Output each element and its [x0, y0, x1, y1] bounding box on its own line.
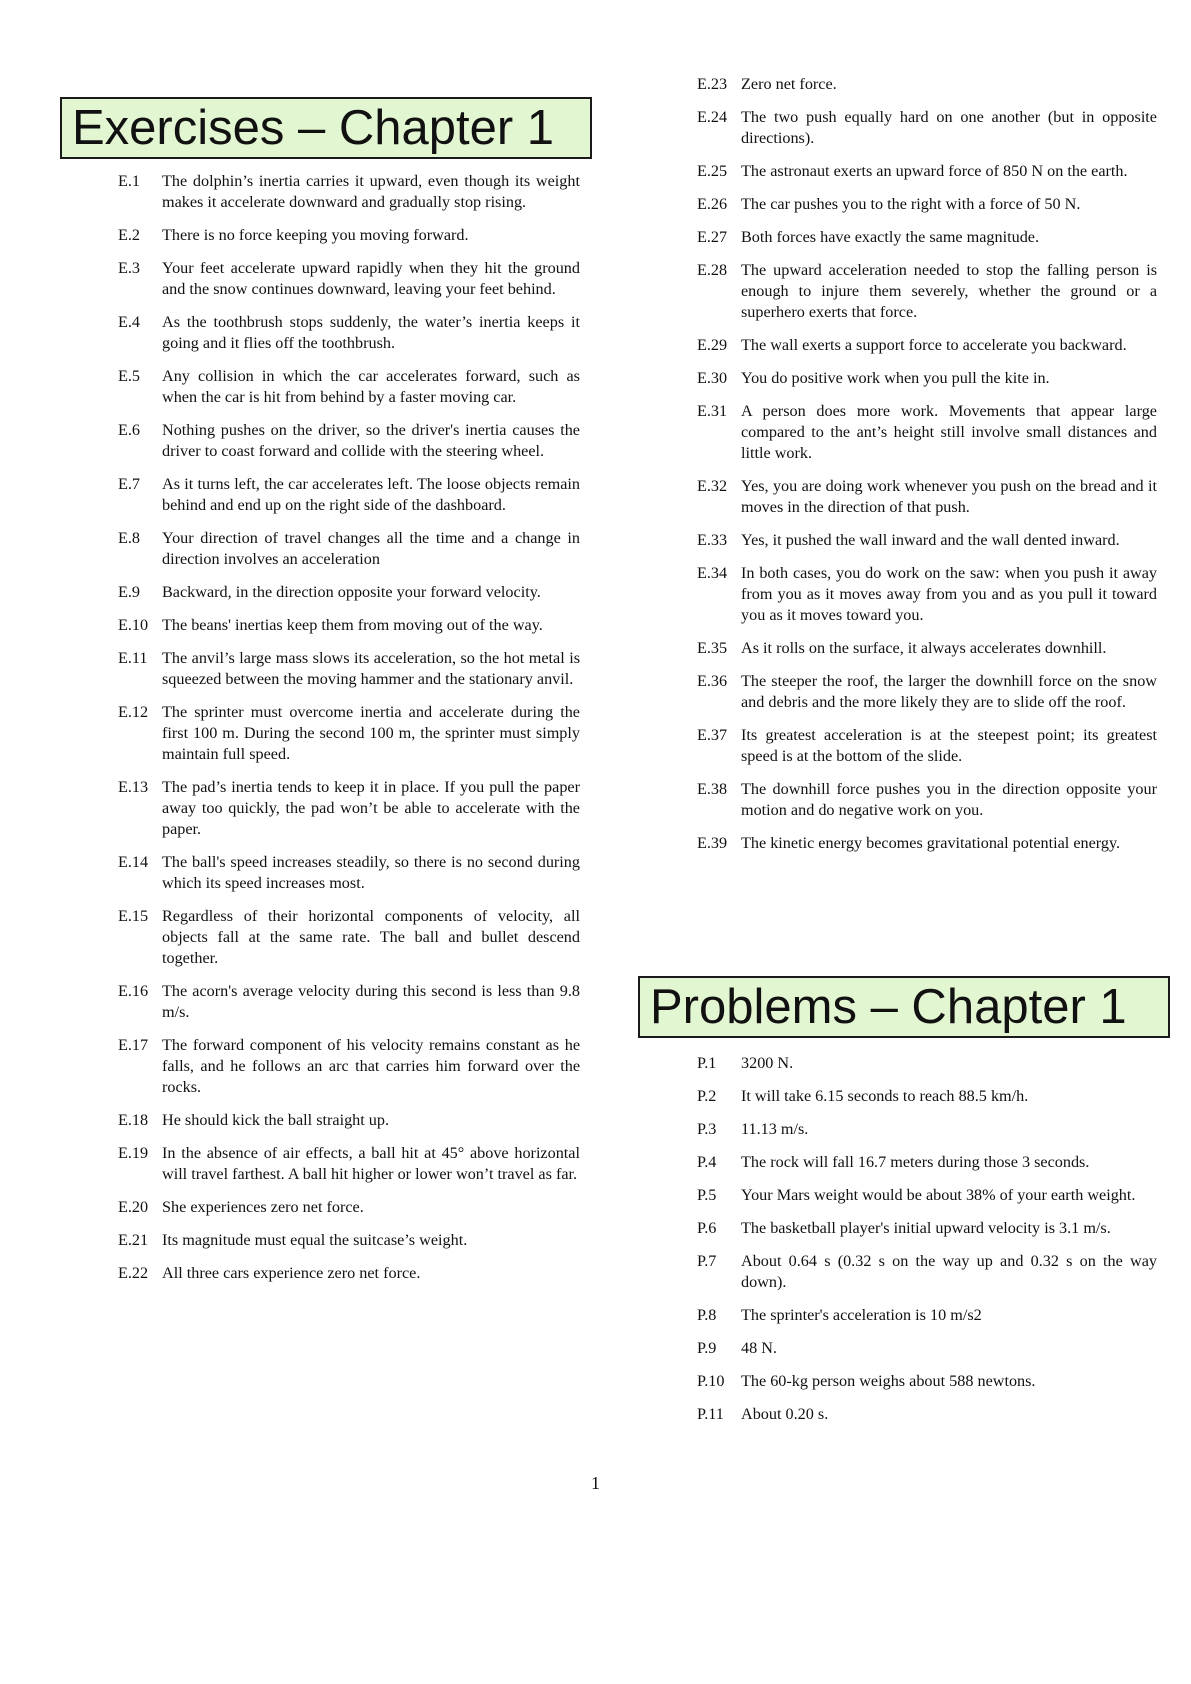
- list-item: [697, 1086, 1157, 1107]
- list-item: [697, 779, 1157, 821]
- item-number: E.29: [697, 336, 728, 354]
- item-number: E.38: [697, 780, 728, 798]
- list-item: [118, 1230, 580, 1251]
- item-number: E.17: [118, 1036, 149, 1054]
- item-number: E.34: [697, 564, 728, 582]
- list-item: [118, 528, 580, 570]
- item-number: E.9: [118, 583, 141, 601]
- item-number: P.1: [697, 1054, 717, 1072]
- item-number: E.32: [697, 477, 728, 495]
- list-item: [697, 1338, 1157, 1359]
- item-text: The acorn's average velocity during this second is less than 9.8 m/s.: [162, 982, 580, 1021]
- item-number: E.1: [118, 172, 141, 190]
- item-number: E.33: [697, 531, 728, 549]
- item-text: The forward component of his velocity remains constant as he falls, and he follows an arc that carries him forward over the rocks.: [162, 1036, 580, 1096]
- list-item: [118, 420, 580, 462]
- item-text: Your feet accelerate upward rapidly when they hit the ground and the snow continues downward, leaving your feet behind.: [162, 259, 580, 298]
- item-number: P.8: [697, 1306, 717, 1324]
- list-item: [118, 981, 580, 1023]
- item-text: Nothing pushes on the driver, so the driver's inertia causes the driver to coast forward and collide with the steering wheel.: [162, 421, 580, 460]
- list-item: [697, 74, 1157, 95]
- list-item: [697, 260, 1157, 323]
- item-text: All three cars experience zero net force.: [162, 1264, 421, 1282]
- problems-heading: [638, 976, 1170, 1038]
- list-item: [118, 615, 580, 636]
- item-text: Yes, it pushed the wall inward and the wall dented inward.: [741, 531, 1120, 549]
- list-item: [697, 1251, 1157, 1293]
- item-number: P.10: [697, 1372, 725, 1390]
- list-item: [118, 225, 580, 246]
- list-item: [697, 1371, 1157, 1392]
- list-item: [697, 401, 1157, 464]
- item-text: Its greatest acceleration is at the steepest point; its greatest speed is at the bottom of the slide.: [741, 726, 1157, 765]
- list-item: [697, 671, 1157, 713]
- item-number: E.7: [118, 475, 141, 493]
- item-number: P.3: [697, 1120, 717, 1138]
- item-number: E.30: [697, 369, 728, 387]
- page-number: 1: [591, 1473, 600, 1493]
- list-item: [697, 161, 1157, 182]
- item-number: E.12: [118, 703, 149, 721]
- list-item: [697, 1218, 1157, 1239]
- item-text: Both forces have exactly the same magnitude.: [741, 228, 1040, 246]
- item-text: The pad’s inertia tends to keep it in place. If you pull the paper away too quickly, the pad won’t be able to accelerate with the paper.: [162, 778, 580, 838]
- item-text: The anvil’s large mass slows its acceleration, so the hot metal is squeezed between the moving hammer and the stationary anvil.: [162, 649, 580, 688]
- item-number: E.6: [118, 421, 141, 439]
- item-number: E.36: [697, 672, 728, 690]
- item-number: E.22: [118, 1264, 149, 1282]
- item-number: E.27: [697, 228, 728, 246]
- item-number: E.37: [697, 726, 728, 744]
- list-item: [697, 476, 1157, 518]
- list-item: [118, 1263, 580, 1284]
- item-text: He should kick the ball straight up.: [162, 1111, 390, 1129]
- item-number: E.8: [118, 529, 141, 547]
- item-number: E.20: [118, 1198, 149, 1216]
- item-number: E.2: [118, 226, 141, 244]
- item-text: Yes, you are doing work whenever you push on the bread and it moves in the direction of that push.: [741, 477, 1157, 516]
- item-text: Any collision in which the car accelerates forward, such as when the car is hit from behind by a faster moving car.: [162, 367, 580, 406]
- list-item: [697, 107, 1157, 149]
- item-number: E.25: [697, 162, 728, 180]
- item-number: E.39: [697, 834, 728, 852]
- item-text: The basketball player's initial upward velocity is 3.1 m/s.: [741, 1219, 1111, 1237]
- list-item: [697, 335, 1157, 356]
- list-item: [118, 582, 580, 603]
- list-item: [118, 1143, 580, 1185]
- problem-list: [697, 1053, 1157, 1437]
- list-item: [697, 530, 1157, 551]
- item-number: E.4: [118, 313, 141, 331]
- item-number: E.28: [697, 261, 728, 279]
- item-number: E.15: [118, 907, 149, 925]
- item-text: 3200 N.: [741, 1054, 794, 1072]
- item-number: E.16: [118, 982, 149, 1000]
- item-text: As it turns left, the car accelerates left. The loose objects remain behind and end up on the right side of the dashboard.: [162, 475, 580, 514]
- item-text: About 0.20 s.: [741, 1405, 829, 1423]
- item-number: P.2: [697, 1087, 717, 1105]
- item-text: The downhill force pushes you in the direction opposite your motion and do negative work on you.: [741, 780, 1157, 819]
- item-number: E.24: [697, 108, 728, 126]
- item-text: The sprinter must overcome inertia and accelerate during the first 100 m. During the second 100 m, the sprinter must simply maintain full speed.: [162, 703, 580, 763]
- list-item: [697, 563, 1157, 626]
- item-number: E.35: [697, 639, 728, 657]
- item-text: There is no force keeping you moving forward.: [162, 226, 469, 244]
- item-text: The steeper the roof, the larger the downhill force on the snow and debris and the more likely they are to slide off the roof.: [741, 672, 1157, 711]
- item-text: She experiences zero net force.: [162, 1198, 364, 1216]
- list-item: [118, 852, 580, 894]
- list-item: [118, 366, 580, 408]
- item-number: E.11: [118, 649, 148, 667]
- exercise-list-right: [697, 74, 1157, 866]
- list-item: [697, 1185, 1157, 1206]
- item-text: The two push equally hard on one another (but in opposite directions).: [741, 108, 1157, 147]
- list-item: [697, 1152, 1157, 1173]
- list-item: [697, 725, 1157, 767]
- list-item: [697, 368, 1157, 389]
- item-number: E.13: [118, 778, 149, 796]
- list-item: [697, 1119, 1157, 1140]
- exercises-heading: [60, 97, 592, 159]
- item-number: P.9: [697, 1339, 717, 1357]
- list-item: [118, 906, 580, 969]
- problems-title: Problems – Chapter 1: [650, 980, 1127, 1034]
- item-text: You do positive work when you pull the kite in.: [741, 369, 1050, 387]
- item-text: As it rolls on the surface, it always accelerates downhill.: [741, 639, 1107, 657]
- exercise-list-left: [118, 171, 580, 1296]
- list-item: [697, 1404, 1157, 1425]
- item-number: E.18: [118, 1111, 149, 1129]
- item-text: The 60-kg person weighs about 588 newtons.: [741, 1372, 1036, 1390]
- item-text: About 0.64 s (0.32 s on the way up and 0.32 s on the way down).: [741, 1252, 1157, 1291]
- item-text: Backward, in the direction opposite your forward velocity.: [162, 583, 541, 601]
- list-item: [118, 474, 580, 516]
- exercises-title: Exercises – Chapter 1: [72, 101, 555, 155]
- item-number: P.11: [697, 1405, 724, 1423]
- item-text: Zero net force.: [741, 75, 837, 93]
- item-text: 11.13 m/s.: [741, 1120, 809, 1138]
- list-item: [697, 638, 1157, 659]
- list-item: [118, 648, 580, 690]
- list-item: [118, 777, 580, 840]
- list-item: [118, 258, 580, 300]
- item-number: E.26: [697, 195, 728, 213]
- item-number: P.4: [697, 1153, 717, 1171]
- item-text: A person does more work. Movements that appear large compared to the ant’s height still involve small distances and little work.: [741, 402, 1157, 462]
- item-text: 48 N.: [741, 1339, 777, 1357]
- list-item: [697, 194, 1157, 215]
- item-number: E.14: [118, 853, 149, 871]
- item-number: P.7: [697, 1252, 717, 1270]
- item-number: E.3: [118, 259, 141, 277]
- list-item: [697, 227, 1157, 248]
- item-text: Your direction of travel changes all the time and a change in direction involves an acceleration: [162, 529, 580, 568]
- item-number: P.6: [697, 1219, 717, 1237]
- item-number: E.31: [697, 402, 728, 420]
- item-number: E.5: [118, 367, 141, 385]
- list-item: [118, 702, 580, 765]
- item-text: Its magnitude must equal the suitcase’s weight.: [162, 1231, 468, 1249]
- item-text: The upward acceleration needed to stop the falling person is enough to injure them severely, whether the ground or a superhero exerts that force.: [741, 261, 1157, 321]
- item-text: The wall exerts a support force to accelerate you backward.: [741, 336, 1127, 354]
- item-text: In the absence of air effects, a ball hit at 45° above horizontal will travel farthest. A ball hit higher or lower won’t travel as far.: [162, 1144, 580, 1183]
- item-text: Regardless of their horizontal components of velocity, all objects fall at the same rate. The ball and bullet descend together.: [162, 907, 580, 967]
- item-number: E.19: [118, 1144, 149, 1162]
- item-number: P.5: [697, 1186, 717, 1204]
- list-item: [118, 1197, 580, 1218]
- list-item: [118, 171, 580, 213]
- item-text: The astronaut exerts an upward force of 850 N on the earth.: [741, 162, 1128, 180]
- item-text: The kinetic energy becomes gravitational potential energy.: [741, 834, 1121, 852]
- item-text: Your Mars weight would be about 38% of your earth weight.: [741, 1186, 1136, 1204]
- list-item: [697, 1053, 1157, 1074]
- list-item: [118, 1110, 580, 1131]
- item-text: The ball's speed increases steadily, so there is no second during which its speed increases most.: [162, 853, 580, 892]
- list-item: [118, 1035, 580, 1098]
- item-text: The beans' inertias keep them from moving out of the way.: [162, 616, 543, 634]
- item-text: The dolphin’s inertia carries it upward, even though its weight makes it accelerate downward and gradually stop rising.: [162, 172, 580, 211]
- item-text: The rock will fall 16.7 meters during those 3 seconds.: [741, 1153, 1090, 1171]
- item-text: The car pushes you to the right with a force of 50 N.: [741, 195, 1081, 213]
- item-text: It will take 6.15 seconds to reach 88.5 km/h.: [741, 1087, 1029, 1105]
- item-number: E.23: [697, 75, 728, 93]
- item-text: As the toothbrush stops suddenly, the water’s inertia keeps it going and it flies off the toothbrush.: [162, 313, 580, 352]
- list-item: [697, 1305, 1157, 1326]
- item-number: E.21: [118, 1231, 149, 1249]
- item-text: The sprinter's acceleration is 10 m/s2: [741, 1306, 982, 1324]
- list-item: [118, 312, 580, 354]
- item-number: E.10: [118, 616, 149, 634]
- item-text: In both cases, you do work on the saw: when you push it away from you as it moves away from you and as you pull it toward you as it moves toward you.: [741, 564, 1157, 624]
- list-item: [697, 833, 1157, 854]
